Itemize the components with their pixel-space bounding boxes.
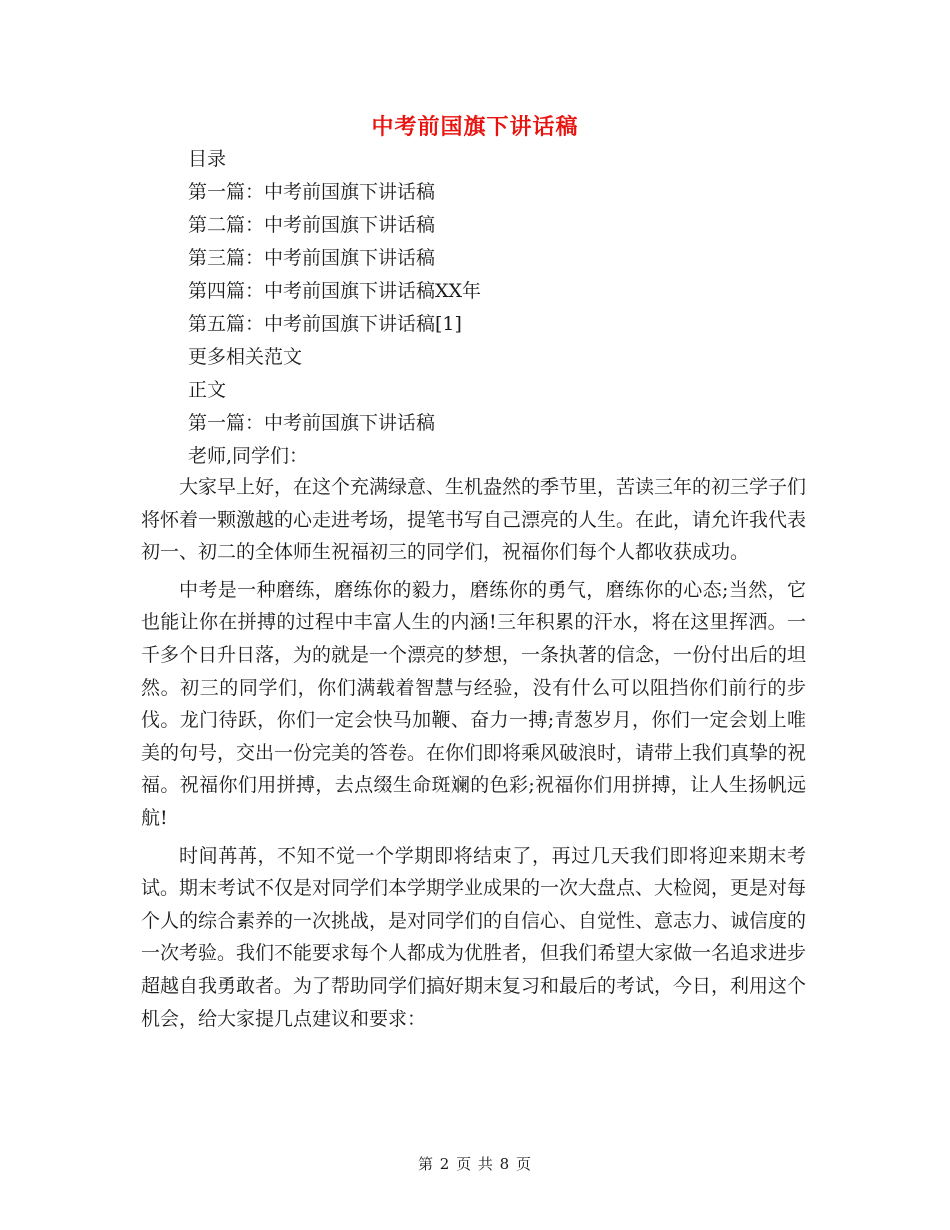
document-title: 中考前国旗下讲话稿 <box>371 115 579 140</box>
toc-line: 第四篇：中考前国旗下讲话稿XX年 <box>188 280 482 302</box>
paragraph: 中考是一种磨练，磨练你的毅力，磨练你的勇气，磨练你的心态;当然，它也能让你在拼搏的过程中丰富人生的内涵!三年积累的汗水，将在这里挥洒。一千多个日升日落，为的就是一个漂亮的梦想，一条执著的信念，一份付出后的坦然。初三的同学们，你们满载着智慧与经验，没有什么可以阻挡你们前行的步伐。龙门待跃，你们一定会快马加鞭、奋力一搏;青葱岁月，你们一定会划上唯美的句号，交出一份完美的答卷。在你们即将乘风破浪时，请带上我们真挚的祝福。祝福你们用拼搏，去点缀生命斑斓的色彩;祝福你们用拼搏，让人生扬帆远航! <box>141 578 807 829</box>
toc-line: 正文 <box>188 379 227 401</box>
body-text <box>141 471 806 1040</box>
toc-line: 第五篇：中考前国旗下讲话稿[1] <box>188 313 462 335</box>
toc-line: 更多相关范文 <box>188 346 303 368</box>
paragraph: 时间苒苒，不知不觉一个学期即将结束了，再过几天我们即将迎来期末考试。期末考试不仅是对同学们本学期学业成果的一次大盘点、大检阅，更是对每个人的综合素养的一次挑战，是对同学们的自信心、自觉性、意志力、诚信度的一次考验。我们不能要求每个人都成为优胜者，但我们希望大家做一名追求进步超越自我勇敢者。为了帮助同学们搞好期末复习和最后的考试，今日，利用这个机会，给大家提几点建议和要求： <box>141 844 807 1030</box>
table-of-contents <box>188 143 481 473</box>
toc-line: 第一篇：中考前国旗下讲话稿 <box>188 181 436 203</box>
toc-line: 目录 <box>188 148 227 170</box>
section-heading: 第一篇：中考前国旗下讲话稿 <box>188 412 436 434</box>
paragraph: 大家早上好，在这个充满绿意、生机盎然的季节里，苦读三年的初三学子们将怀着一颗激越的心走进考场，提笔书写自己漂亮的人生。在此，请允许我代表初一、初二的全体师生祝福初三的同学们，祝福你们每个人都收获成功。 <box>141 476 807 564</box>
salutation: 老师,同学们： <box>188 445 309 467</box>
toc-line: 第三篇：中考前国旗下讲话稿 <box>188 247 436 269</box>
page-footer: 第 2 页 共 8 页 <box>418 1155 532 1173</box>
toc-line: 第二篇：中考前国旗下讲话稿 <box>188 214 436 236</box>
